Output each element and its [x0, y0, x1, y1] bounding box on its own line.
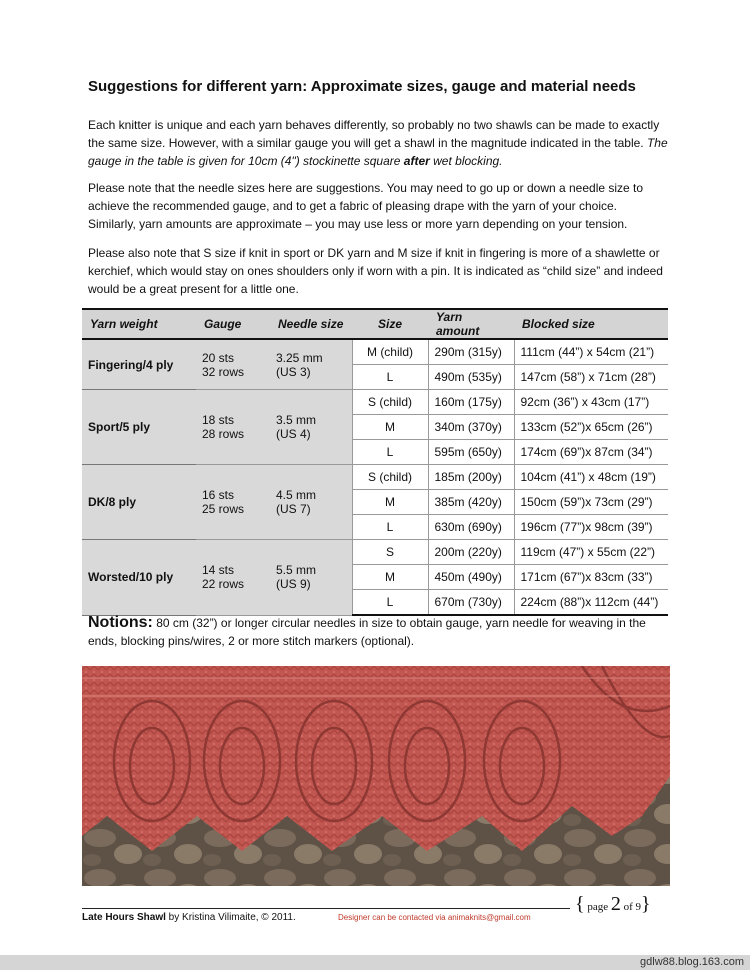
blocked-size-cell: 147cm (58”) x 71cm (28”) [514, 365, 668, 390]
needle-us: (US 9) [276, 577, 311, 592]
table-row [82, 540, 668, 565]
size-cell: M [352, 415, 428, 440]
blocked-size-cell: 133cm (52”)x 65cm (26”) [514, 415, 668, 440]
needle-us: (US 4) [276, 427, 311, 441]
header-gauge: Gauge [196, 309, 270, 339]
header-needle-size: Needle size [270, 309, 352, 339]
yarn-amount-cell: 340m (370y) [428, 415, 514, 440]
size-cell: S (child) [352, 390, 428, 415]
header-yarn-weight: Yarn weight [82, 309, 196, 339]
blocked-size-cell: 111cm (44”) x 54cm (21”) [514, 339, 668, 365]
page-title: Suggestions for different yarn: Approximate sizes, gauge and material needs [88, 78, 636, 95]
gauge-rows: 32 rows [202, 364, 245, 379]
header-size: Size [352, 309, 428, 339]
yarn-table [82, 308, 668, 616]
size-cell: L [352, 365, 428, 390]
gauge-cell [196, 465, 270, 540]
table-row [82, 465, 668, 490]
needle-mm: 3.5 mm [276, 413, 317, 427]
footer-credit [82, 912, 296, 923]
gauge-rows: 25 rows [202, 502, 245, 516]
page-number [575, 893, 651, 916]
header-blocked-size: Blocked size [514, 309, 668, 339]
notions-label: Notions: [88, 614, 153, 631]
yarn-amount-cell: 490m (535y) [428, 365, 514, 390]
size-cell: M (child) [352, 339, 428, 365]
header-yarn-amount: Yarn amount [428, 309, 514, 339]
yarn-weight-cell: Worsted/10 ply [82, 540, 196, 616]
needle-cell [270, 339, 352, 390]
table-header-row [82, 309, 668, 339]
size-cell: L [352, 515, 428, 540]
table-row [82, 339, 668, 365]
yarn-amount-cell: 630m (690y) [428, 515, 514, 540]
page-label: page [584, 901, 611, 913]
gauge-rows: 28 rows [202, 427, 245, 441]
needle-us: (US 7) [276, 502, 311, 516]
yarn-amount-cell: 160m (175y) [428, 390, 514, 415]
needle-cell [270, 390, 352, 465]
watermark-bar [0, 955, 750, 970]
blocked-size-cell: 224cm (88”)x 112cm (44”) [514, 590, 668, 616]
shawl-photo [82, 666, 670, 886]
blocked-size-cell: 171cm (67”)x 83cm (33”) [514, 565, 668, 590]
yarn-weight-cell: Fingering/4 ply [82, 339, 196, 390]
size-note-paragraph: Please also note that S size if knit in sport or DK yarn and M size if knit in fingering is more of a shawlette or kerchief, which would stay on ones shoulders only if worn with a pin. It is indicated as “child size” and indeed would be a great present for a little one. [88, 246, 663, 296]
brace-close: } [641, 893, 651, 915]
gauge-cell [196, 540, 270, 616]
gauge-sts: 14 sts [202, 563, 235, 578]
page-num: 2 [610, 893, 621, 915]
yarn-amount-cell: 200m (220y) [428, 540, 514, 565]
gauge-note-a: The gauge in the table is given for 10cm (4") stockinette square [88, 136, 668, 168]
gauge-cell [196, 390, 270, 465]
brace-open: { [575, 893, 585, 915]
page-of: of 9 [620, 901, 642, 913]
gauge-sts: 20 sts [202, 350, 235, 365]
yarn-amount-cell: 290m (315y) [428, 339, 514, 365]
size-cell: L [352, 440, 428, 465]
size-cell: S [352, 540, 428, 565]
gauge-sts: 18 sts [202, 413, 235, 427]
gauge-cell [196, 339, 270, 390]
table-row [82, 390, 668, 415]
needle-mm: 5.5 mm [276, 563, 317, 578]
yarn-amount-cell: 450m (490y) [428, 565, 514, 590]
size-cell: M [352, 490, 428, 515]
needle-cell [270, 465, 352, 540]
blocked-size-cell: 92cm (36”) x 43cm (17”) [514, 390, 668, 415]
notions-paragraph [88, 614, 668, 650]
size-cell: L [352, 590, 428, 616]
size-cell: S (child) [352, 465, 428, 490]
yarn-weight-cell: DK/8 ply [82, 465, 196, 540]
yarn-weight-cell: Sport/5 ply [82, 390, 196, 465]
footer-byline: by Kristina Vilimaite, © 2011. [165, 912, 296, 923]
knitted-shawl-image [82, 666, 670, 886]
yarn-amount-cell: 185m (200y) [428, 465, 514, 490]
blocked-size-cell: 150cm (59”)x 73cm (29”) [514, 490, 668, 515]
gauge-note-bold: after [403, 154, 430, 168]
size-cell: M [352, 565, 428, 590]
gauge-sts: 16 sts [202, 488, 235, 502]
designer-contact: Designer can be contacted via animaknits@gmail.com [338, 913, 531, 922]
blocked-size-cell: 119cm (47”) x 55cm (22”) [514, 540, 668, 565]
yarn-amount-cell: 385m (420y) [428, 490, 514, 515]
yarn-amount-cell: 670m (730y) [428, 590, 514, 616]
intro-paragraph [88, 116, 668, 170]
yarn-amount-cell: 595m (650y) [428, 440, 514, 465]
watermark-text: gdlw88.blog.163.com [640, 956, 744, 968]
needle-mm: 3.25 mm [276, 350, 323, 365]
gauge-note-b: wet blocking. [429, 154, 503, 168]
gauge-rows: 22 rows [202, 577, 245, 592]
intro-text: Each knitter is unique and each yarn behaves differently, so probably no two shawls can be made to exactly the same size. However, with a similar gauge you will get a shawl in the magnitude indicated in the table. [88, 118, 660, 150]
blocked-size-cell: 196cm (77”)x 98cm (39”) [514, 515, 668, 540]
needle-mm: 4.5 mm [276, 488, 317, 502]
needle-us: (US 3) [276, 364, 311, 379]
footer-rule [82, 908, 570, 909]
blocked-size-cell: 104cm (41”) x 48cm (19”) [514, 465, 668, 490]
notions-text: 80 cm (32”) or longer circular needles in size to obtain gauge, yarn needle for weaving in the ends, blocking pins/wires, 2 or more stitch markers (optional). [88, 616, 646, 648]
pattern-name: Late Hours Shawl [82, 912, 166, 923]
needle-cell [270, 540, 352, 616]
blocked-size-cell: 174cm (69”)x 87cm (34”) [514, 440, 668, 465]
needle-note-paragraph: Please note that the needle sizes here are suggestions. You may need to go up or down a needle size to achieve the recommended gauge, and to get a fabric of pleasing drape with the yarn of your choice. Similarly, yarn amounts are approximate – you may use less or more yarn depending on your tension. [88, 181, 644, 231]
